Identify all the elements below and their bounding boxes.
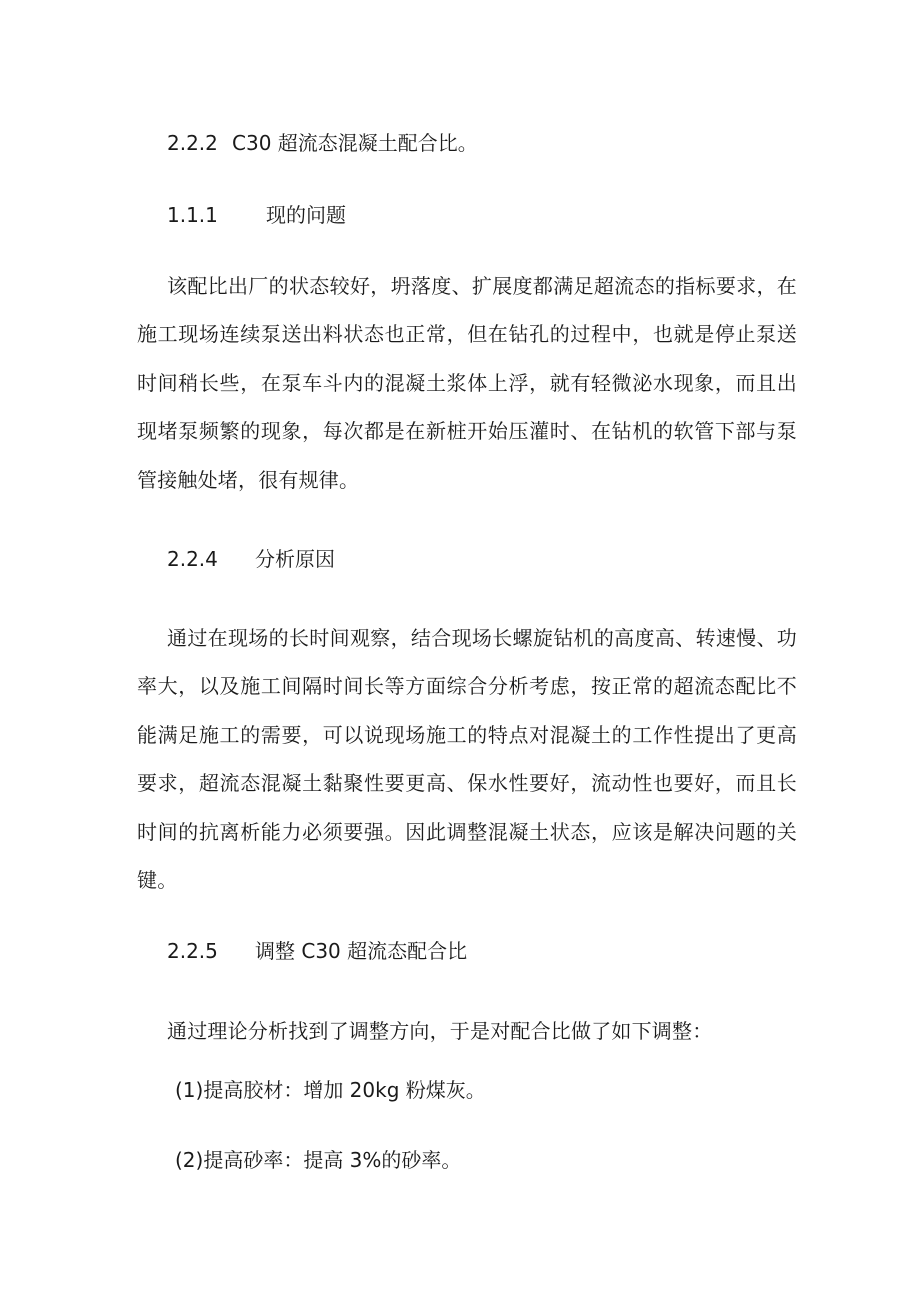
heading-title: 现的问题 <box>266 203 346 227</box>
paragraph-adjustment-intro: 通过理论分析找到了调整方向，于是对配合比做了如下调整： <box>167 1019 713 1043</box>
heading-1-1-1 <box>167 200 346 230</box>
heading-2-2-2 <box>167 128 478 158</box>
list-item-sand-ratio: (2)提高砂率：提高 3%的砂率。 <box>175 1148 462 1172</box>
heading-number: 2.2.5 <box>167 939 218 963</box>
heading-title: 调整 C30 超流态配合比 <box>255 939 468 963</box>
heading-2-2-5 <box>167 936 467 966</box>
heading-title: 分析原因 <box>255 547 335 571</box>
heading-number: 2.2.2 <box>167 131 218 155</box>
heading-number: 2.2.4 <box>167 547 218 571</box>
heading-2-2-4 <box>167 544 335 574</box>
list-item-binder: (1)提高胶材：增加 20kg 粉煤灰。 <box>175 1078 486 1102</box>
paragraph-problem: 该配比出厂的状态较好，坍落度、扩展度都满足超流态的指标要求，在施工现场连续泵送出料状态也正常，但在钻孔的过程中，也就是停止泵送时间稍长些，在泵车斗内的混凝土浆体上浮，就有轻微泌水现象，而且出现堵泵频繁的现象，每次都是在新桩开始压灌时、在钻机的软管下部与泵管接触处堵，很有规律。 <box>137 274 797 492</box>
heading-number: 1.1.1 <box>167 203 218 227</box>
heading-title: C30 超流态混凝土配合比。 <box>232 131 478 155</box>
paragraph-analysis: 通过在现场的长时间观察，结合现场长螺旋钻机的高度高、转速慢、功率大，以及施工间隔时间长等方面综合分析考虑，按正常的超流态配比不能满足施工的需要，可以说现场施工的特点对混凝土的工作性提出了更高要求，超流态混凝土黏聚性要更高、保水性要好，流动性也要好，而且长时间的抗离析能力必须要强。因此调整混凝土状态，应该是解决问题的关键。 <box>137 626 797 893</box>
